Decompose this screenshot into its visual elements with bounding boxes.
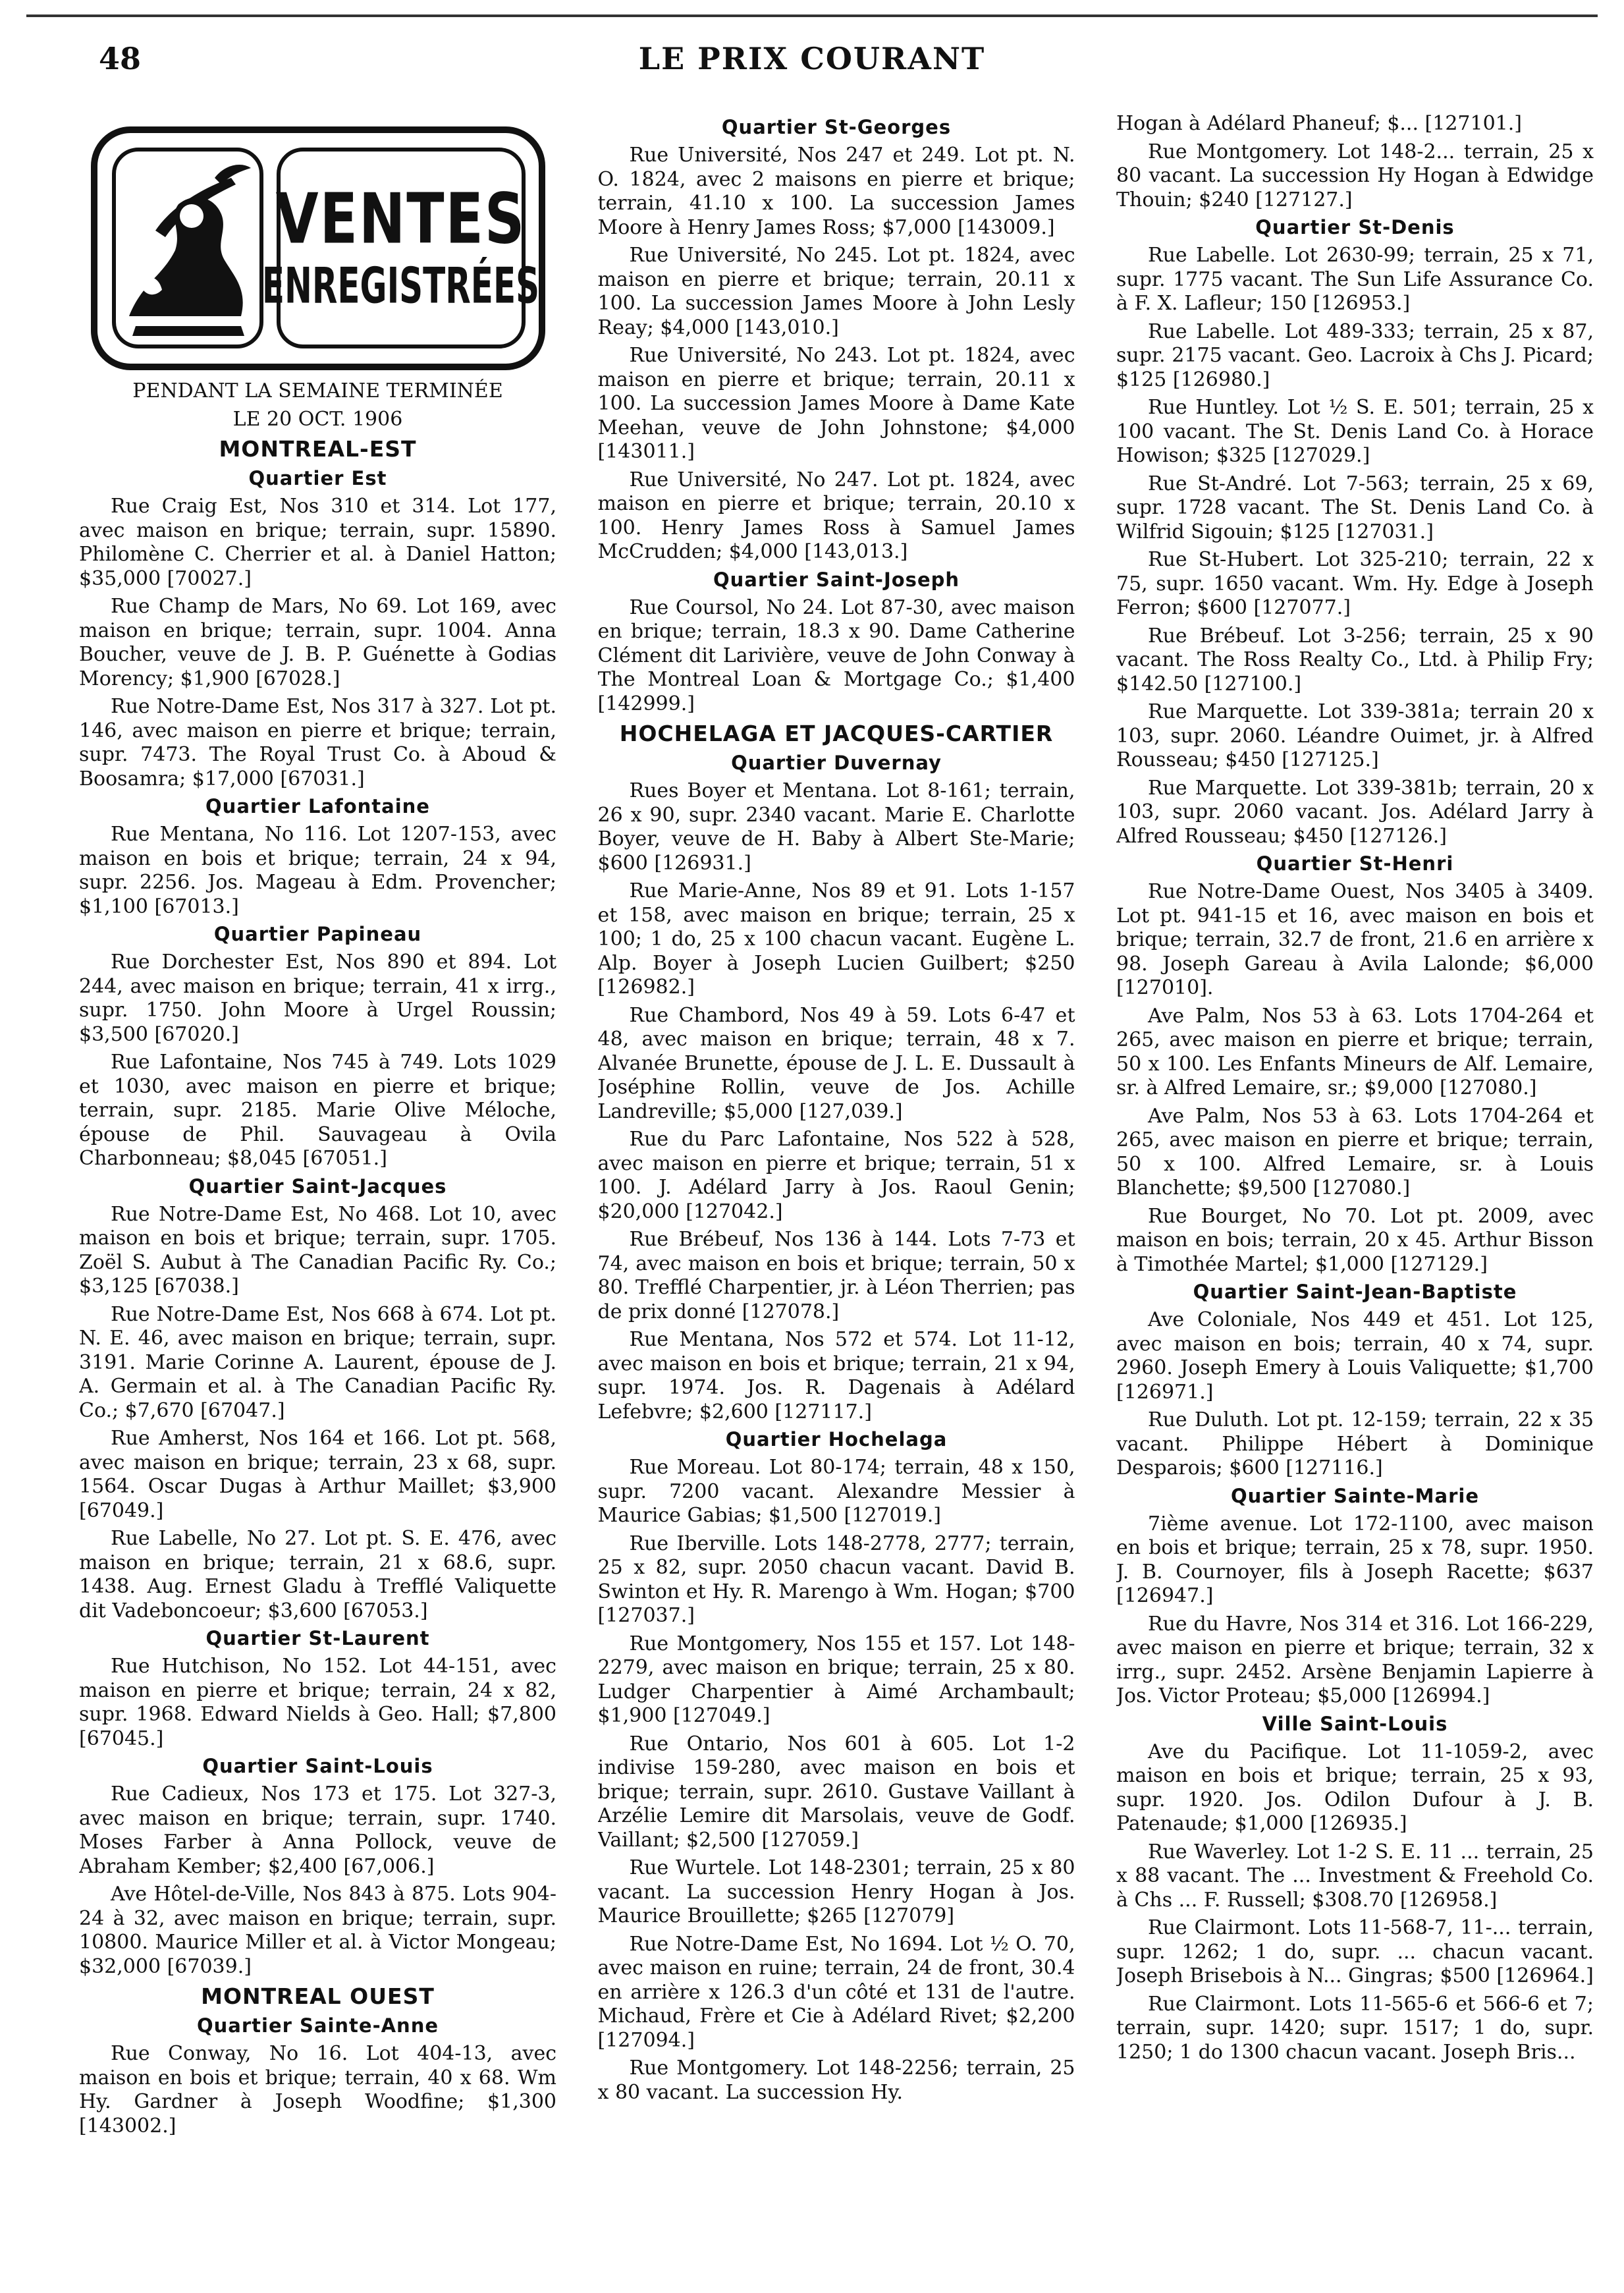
sale-entry: Rue Cadieux, Nos 173 et 175. Lot 327-3, avec maison en brique; terrain, supr. 1740. Moses Farber à Anna Pollock, veuve de Abraham Kember; $2,400 [67,006.]	[79, 1782, 556, 1878]
sale-entry: Rue Clairmont. Lots 11-565-6 et 566-6 et 7; terrain, supr. 1420; supr. 1517; 1 do, supr. 1250; 1 do 1300 chacun vacant. Joseph Bris...	[1116, 1992, 1594, 2064]
sale-entry: Rue Université, No 243. Lot pt. 1824, avec maison en pierre et brique; terrain, 20.11 x 100. La succession James Moore à Dame Kate Meehan, veuve de John Johnstone; $4,000 [143011.]	[597, 344, 1075, 463]
district-heading: Quartier St-Laurent	[205, 1627, 430, 1649]
district-heading: Quartier Est	[248, 467, 387, 489]
sale-entry: Rue Bourget, No 70. Lot pt. 2009, avec maison en bois; terrain, 20 x 45. Arthur Bisson à Timothée Martel; $1,000 [127129.]	[1116, 1204, 1594, 1276]
sale-entry: Rue Université, Nos 247 et 249. Lot pt. N. O. 1824, avec 2 maisons en pierre et brique; terrain, 41.10 x 100. La succession James Moore à Henry James Ross; $7,000 [143009.]	[597, 144, 1075, 239]
logo-word-ventes: VENTES	[275, 178, 526, 259]
sale-entry: Rue Waverley. Lot 1-2 S. E. 11 ... terrain, 25 x 88 vacant. The ... Investment & Freehold Co. à Chs ... F. Russell; $308.70 [126958.]	[1116, 1840, 1594, 1912]
sale-entry: Rue Clairmont. Lots 11-568-7, 11-... terrain, supr. 1262; 1 do, supr. ... chacun vacant. Joseph Brisebois à N... Gingras; $500 [126964.]	[1116, 1916, 1594, 1987]
sale-entry: Rue St-Hubert. Lot 325-210; terrain, 22 x 75, supr. 1650 vacant. Wm. Hy. Edge à Joseph Ferron; $600 [127077.]	[1116, 548, 1594, 619]
sale-entry: Rue Montgomery, Nos 155 et 157. Lot 148-2279, avec maison en brique; terrain, 25 x 80. Ludger Charpentier à Aimé Archambault; $1,900 [127049.]	[597, 1632, 1075, 1727]
sale-entry: Rue Marie-Anne, Nos 89 et 91. Lots 1-157 et 158, avec maison en brique; terrain, 25 x 100; 1 do, 25 x 100 chacun vacant. Eugène L. Alp. Boyer à Joseph Lucien Guilbert; $250 [126982.]	[597, 879, 1075, 999]
sale-entry: Ave Palm, Nos 53 à 63. Lots 1704-264 et 265, avec maison en pierre et brique; terrain, 50 x 100. Alfred Lemaire, sr. à Louis Blanchette; $9,500 [127080.]	[1116, 1104, 1594, 1200]
sale-entry: Hogan à Adélard Phaneuf; $... [127101.]	[1116, 112, 1523, 135]
sale-entry: Rue Labelle. Lot 2630-99; terrain, 25 x 71, supr. 1775 vacant. The Sun Life Assurance Co. à F. X. Lafleur; 150 [126953.]	[1116, 244, 1594, 315]
sale-entry: Rue Lafontaine, Nos 745 à 749. Lots 1029 et 1030, avec maison en pierre et brique; terrain, supr. 2185. Marie Olive Méloche, épouse de Phil. Sauvageau à Ovila Charbonneau; $8,045 [67051.]	[79, 1051, 556, 1170]
column-3	[1116, 112, 1594, 2279]
district-heading: Quartier St-Georges	[721, 116, 952, 138]
sale-entry: Rues Boyer et Mentana. Lot 8-161; terrain, 26 x 90, supr. 2340 vacant. Marie E. Charlotte Boyer, veuve de H. Baby à Albert Ste-Marie; $600 [126931.]	[597, 779, 1075, 875]
sale-entry: Rue Mentana, No 116. Lot 1207-153, avec maison en bois et brique; terrain, 24 x 94, supr. 2256. Jos. Mageau à Edm. Provencher; $1,100 [67013.]	[79, 823, 556, 918]
sale-entry: Rue Huntley. Lot ½ S. E. 501; terrain, 25 x 100 vacant. The St. Denis Land Co. à Horace Howison; $325 [127029.]	[1116, 396, 1594, 467]
sale-entry: Rue Mentana, Nos 572 et 574. Lot 11-12, avec maison en bois et brique; terrain, 21 x 94, supr. 1974. Jos. R. Dagenais à Adélard Lefebvre; $2,600 [127117.]	[597, 1328, 1075, 1423]
district-heading: Quartier Papineau	[213, 923, 422, 945]
district-heading: Quartier St-Henri	[1256, 852, 1454, 875]
sale-entry: Ave Palm, Nos 53 à 63. Lots 1704-264 et 265, avec maison en pierre et brique; terrain, 50 x 100. Les Enfants Mineurs de Alf. Lemaire, sr. à Alfred Lemaire, sr.; $9,000 [127080.]	[1116, 1004, 1594, 1099]
district-heading: Quartier Saint-Jean-Baptiste	[1193, 1281, 1517, 1303]
sale-entry: Rue Marquette. Lot 339-381a; terrain 20 x 103, supr. 2060. Léandre Ouimet, jr. à Alfred Rousseau; $450 [127125.]	[1116, 700, 1594, 771]
district-heading: Quartier Sainte-Anne	[196, 2014, 439, 2037]
sale-entry: Rue Moreau. Lot 80-174; terrain, 48 x 150, supr. 7200 vacant. Alexandre Messier à Maurice Gabias; $1,500 [127019.]	[597, 1456, 1075, 1527]
sale-entry: Rue Labelle, No 27. Lot pt. S. E. 476, avec maison en brique; terrain, 21 x 68.6, supr. 1438. Aug. Ernest Gladu à Trefflé Valiquette dit Vadeboncoeur; $3,600 [67053.]	[79, 1527, 556, 1622]
district-heading: Quartier Lafontaine	[205, 795, 430, 817]
region-heading: MONTREAL-EST	[219, 436, 417, 462]
journal-title: LE PRIX COURANT	[638, 41, 986, 76]
sale-entry: Rue Amherst, Nos 164 et 166. Lot pt. 568, avec maison en brique; terrain, 23 x 68, supr. 1564. Oscar Dugas à Arthur Maillet; $3,900 [67049.]	[79, 1427, 556, 1522]
district-heading: Quartier Duvernay	[731, 752, 942, 774]
region-heading: MONTREAL OUEST	[201, 1983, 435, 2009]
page-number: 48	[99, 41, 142, 76]
column-2	[598, 112, 1075, 2279]
sale-entry: Rue Duluth. Lot pt. 12-159; terrain, 22 x 35 vacant. Philippe Hébert à Dominique Desparois; $600 [127116.]	[1116, 1408, 1594, 1479]
sale-entry: Rue Notre-Dame Ouest, Nos 3405 à 3409. Lot pt. 941-15 et 16, avec maison en bois et brique; terrain, 32.7 de front, 21.6 en arrière x 98. Joseph Gareau à Avila Lalonde; $6,000 [127010].	[1116, 880, 1594, 999]
sale-entry: Rue Hutchison, No 152. Lot 44-151, avec maison en pierre et brique; terrain, 24 x 82, supr. 1968. Edward Nields à Geo. Hall; $7,800 [67045.]	[79, 1655, 556, 1750]
district-heading: Quartier Sainte-Marie	[1231, 1484, 1479, 1507]
district-heading: Quartier Hochelaga	[725, 1428, 948, 1450]
sale-entry: Rue Chambord, Nos 49 à 59. Lots 6-47 et 48, avec maison en brique; terrain, 48 x 7. Alvanée Brunette, épouse de J. L. E. Dussault à Joséphine Rollin, veuve de Jos. Achille Landreville; $5,000 [127,039.]	[597, 1003, 1075, 1123]
sale-entry: Rue Coursol, No 24. Lot 87-30, avec maison en brique; terrain, 18.3 x 90. Dame Catherine Clément dit Larivière, veuve de John Conway à The Montreal Loan & Mortgage Co.; $1,400 [142999.]	[597, 595, 1075, 715]
column-1	[79, 112, 556, 2279]
district-heading: Quartier Saint-Jacques	[188, 1174, 447, 1198]
sale-entry: Rue Notre-Dame Est, Nos 317 à 327. Lot pt. 146, avec maison en pierre et brique; terrain, supr. 7473. The Royal Trust Co. à Aboud & Boosamra; $17,000 [67031.]	[79, 695, 556, 790]
sale-entry: Rue Notre-Dame Est, No 1694. Lot ½ O. 70, avec maison en ruine; terrain, 24 de front, 30.4 en arrière x 126.3 d'un côté et 131 de l'autre. Michaud, Frère et Cie à Adélard Rivet; $2,200 [127094.]	[597, 1932, 1075, 2052]
district-heading: Quartier St-Denis	[1255, 216, 1455, 238]
sale-entry: Rue Notre-Dame Est, No 468. Lot 10, avec maison en bois et brique; terrain, supr. 1705. Zoël S. Aubut à The Canadian Pacific Ry. Co.; $3,125 [67038.]	[79, 1202, 556, 1298]
sale-entry: Ave du Pacifique. Lot 11-1059-2, avec maison en bois et brique; terrain, 25 x 93, supr. 1920. Jos. Odilon Dufour à J. B. Patenaude; $1,000 [126935.]	[1116, 1740, 1594, 1835]
sale-entry: Rue Université, No 245. Lot pt. 1824, avec maison en pierre et brique; terrain, 20.11 x 100. La succession James Moore à John Lesly Reay; $4,000 [143,010.]	[597, 244, 1075, 339]
sale-entry: Rue Wurtele. Lot 148-2301; terrain, 25 x 80 vacant. La succession Henry Hogan à Jos. Maurice Brouillette; $265 [127079]	[597, 1856, 1075, 1927]
sale-entry: Rue Brébeuf. Lot 3-256; terrain, 25 x 90 vacant. The Ross Realty Co., Ltd. à Philip Fry; $142.50 [127100.]	[1116, 624, 1594, 696]
sale-entry: Rue Conway, No 16. Lot 404-13, avec maison en bois et brique; terrain, 40 x 68. Wm Hy. Gardner à Joseph Woodfine; $1,300 [143002.]	[79, 2042, 556, 2138]
sale-entry: Rue Iberville. Lots 148-2778, 2777; terrain, 25 x 82, supr. 2050 chacun vacant. David B. Swinton et Hy. R. Marengo à Wm. Hogan; $700 [127037.]	[597, 1532, 1075, 1627]
region-heading: HOCHELAGA ET JACQUES-CARTIER	[619, 721, 1054, 746]
sale-entry: Ave Coloniale, Nos 449 et 451. Lot 125, avec maison en bois; terrain, 40 x 74, supr. 2960. Joseph Emery à Louis Valiquette; $1,700 [126971.]	[1116, 1308, 1594, 1404]
article-columns	[79, 112, 1594, 2279]
sale-entry: Ave Hôtel-de-Ville, Nos 843 à 875. Lots 904-24 à 32, avec maison en brique; terrain, supr. 10800. Maurice Miller et al. à Victor Mongeau; $32,000 [67039.]	[79, 1883, 556, 1978]
top-rule	[26, 14, 1598, 17]
intro-line-1: PENDANT LA SEMAINE TERMINÉE	[132, 379, 503, 402]
district-heading: Quartier Saint-Joseph	[713, 568, 960, 591]
sale-entry: Rue Labelle. Lot 489-333; terrain, 25 x 87, supr. 2175 vacant. Geo. Lacroix à Chs J. Picard; $125 [126980.]	[1116, 319, 1594, 391]
logo-word-enregistrees: ENREGISTRÉES	[261, 257, 540, 314]
engraving-figure-icon	[112, 148, 263, 348]
logo-title-box	[261, 148, 540, 348]
sale-entry: Rue Université, No 247. Lot pt. 1824, avec maison en pierre et brique; terrain, 20.10 x 100. Henry James Ross à Samuel James McCrudden; $4,000 [143,013.]	[597, 468, 1075, 563]
sale-entry: Rue Montgomery. Lot 148-2... terrain, 25 x 80 vacant. La succession Hy Hogan à Edwidge Thouin; $240 [127127.]	[1116, 140, 1594, 211]
sale-entry: Rue du Parc Lafontaine, Nos 522 à 528, avec maison en pierre et brique; terrain, 51 x 100. J. Adélard Jarry à Jos. Raoul Genin; $20,000 [127042.]	[597, 1128, 1075, 1223]
sale-entry: Rue Dorchester Est, Nos 890 et 894. Lot 244, avec maison en brique; terrain, 41 x irrg., supr. 1750. John Moore à Urgel Roussin; $3,500 [67020.]	[79, 951, 556, 1046]
intro-line-2: LE 20 OCT. 1906	[232, 407, 403, 431]
ventes-enregistrees-logo	[91, 126, 545, 370]
sale-entry: Rue Notre-Dame Est, Nos 668 à 674. Lot pt. N. E. 46, avec maison en brique; terrain, supr. 3191. Marie Corinne A. Laurent, épouse de J. A. Germain et al. à The Canadian Pacific Ry. Co.; $7,670 [67047.]	[79, 1302, 556, 1422]
sale-entry: Rue Marquette. Lot 339-381b; terrain, 20 x 103, supr. 2060 vacant. Jos. Adélard Jarry à Alfred Rousseau; $450 [127126.]	[1116, 776, 1594, 848]
sale-entry: Rue Brébeuf, Nos 136 à 144. Lots 7-73 et 74, avec maison en bois et brique; terrain, 50 x 80. Trefflé Charpentier, jr. à Léon Therrien; pas de prix donné [127078.]	[597, 1228, 1075, 1323]
district-heading: Quartier Saint-Louis	[202, 1755, 433, 1777]
sale-entry: Rue Ontario, Nos 601 à 605. Lot 1-2 indivise 159-280, avec maison en bois et brique; terrain, supr. 2610. Gustave Vaillant à Arzélie Lemire dit Marsolais, veuve de Godf. Vaillant; $2,500 [127059.]	[597, 1732, 1075, 1852]
sale-entry: Rue Montgomery. Lot 148-2256; terrain, 25 x 80 vacant. La succession Hy.	[597, 2057, 1075, 2104]
sale-entry: Rue Champ de Mars, No 69. Lot 169, avec maison en brique; terrain, supr. 1004. Anna Boucher, veuve de J. B. P. Guénette à Godias Morency; $1,900 [67028.]	[79, 595, 556, 690]
sale-entry: Rue Craig Est, Nos 310 et 314. Lot 177, avec maison en brique; terrain, supr. 15890. Philomène C. Cherrier et al. à Daniel Hatton; $35,000 [70027.]	[79, 495, 556, 590]
sale-entry: 7ième avenue. Lot 172-1100, avec maison en bois et brique; terrain, 25 x 78, supr. 1950. J. B. Cournoyer, fils à Joseph Racette; $637 [126947.]	[1116, 1512, 1594, 1607]
district-heading: Ville Saint-Louis	[1262, 1712, 1448, 1735]
sale-entry: Rue du Havre, Nos 314 et 316. Lot 166-229, avec maison en pierre et brique; terrain, 32 x irrg., supr. 2452. Arsène Benjamin Lapierre à Jos. Victor Proteau; $5,000 [126994.]	[1116, 1612, 1594, 1707]
sale-entry: Rue St-André. Lot 7-563; terrain, 25 x 69, supr. 1728 vacant. The St. Denis Land Co. à Wilfrid Sigouin; $125 [127031.]	[1116, 472, 1594, 543]
